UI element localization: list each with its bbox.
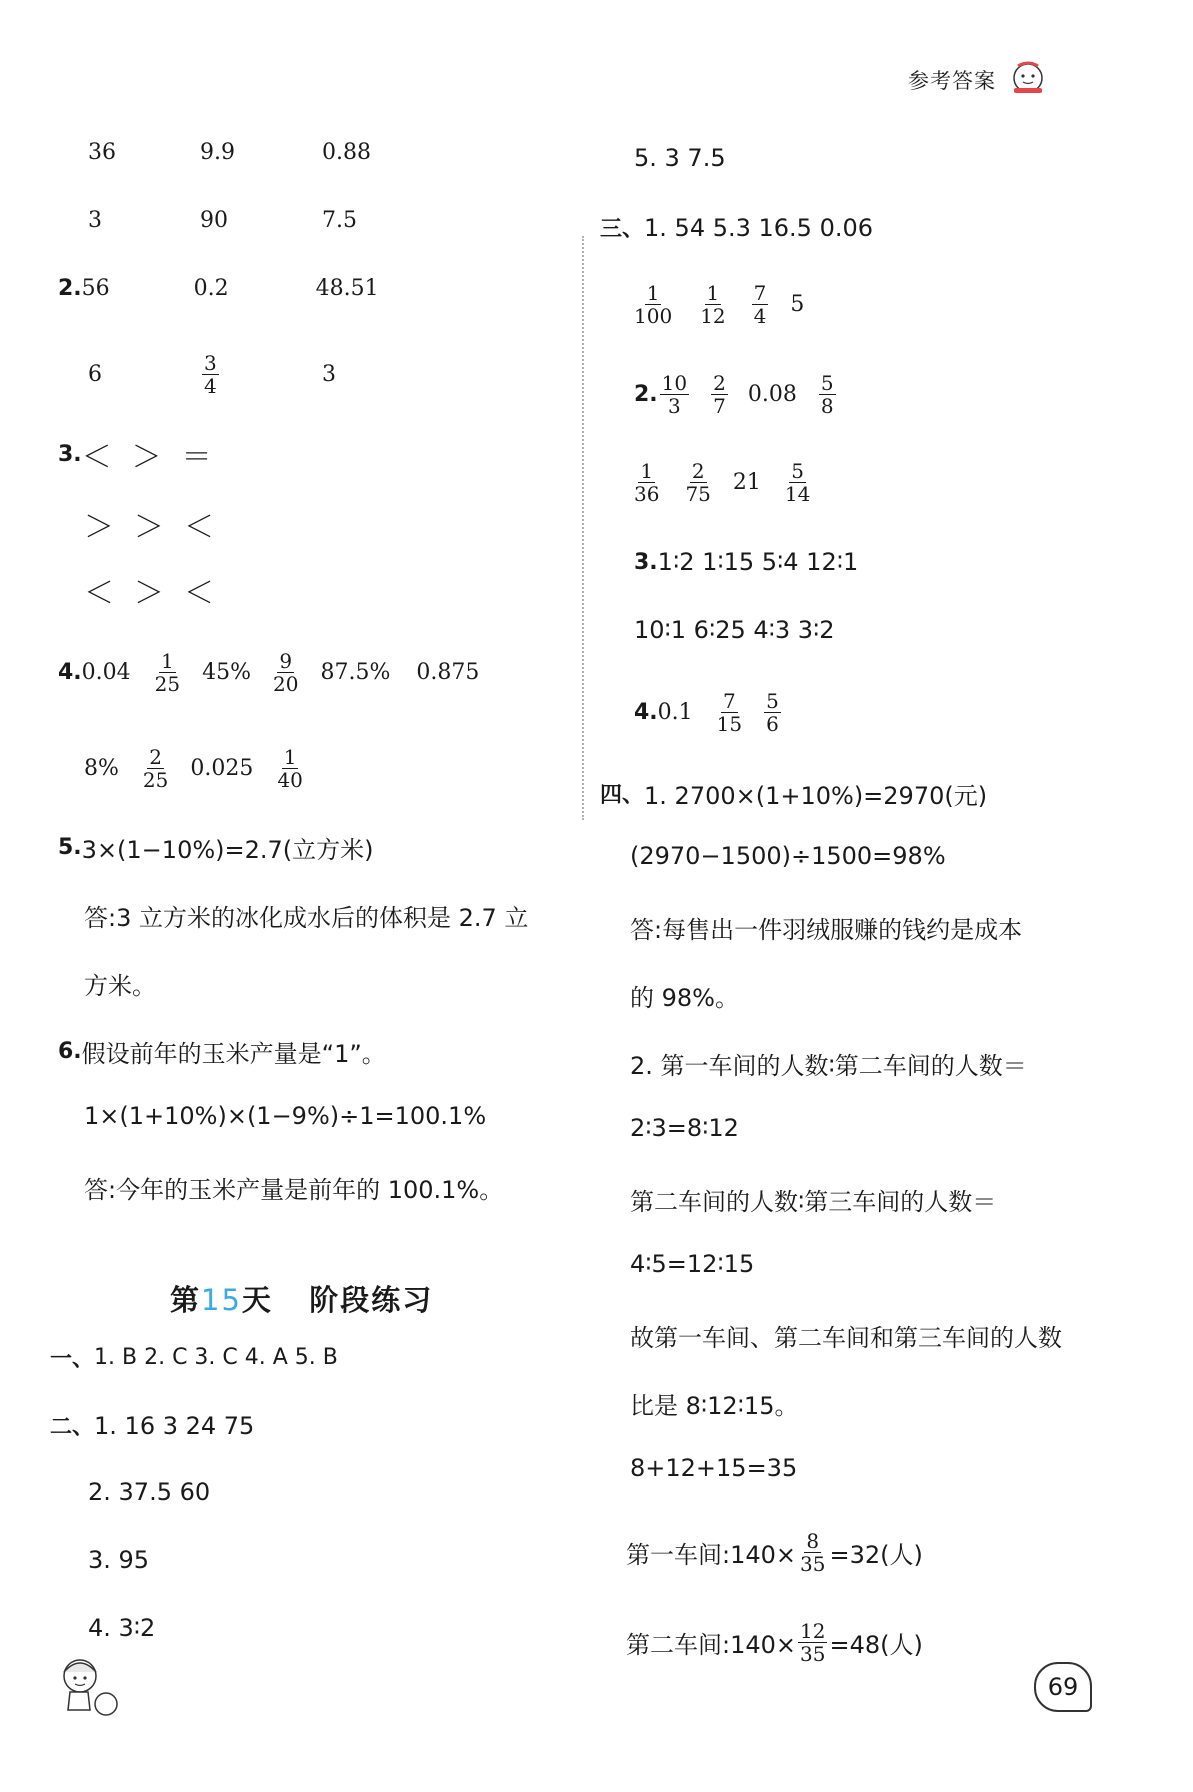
snowman-mascot-icon <box>1008 60 1048 100</box>
fraction: $\frac{3}{4}$ <box>204 351 217 398</box>
row-4: 6 $\frac{3}{4}$ 3 <box>88 351 336 398</box>
part-4: 四、 1. 2700×(1+10%)=2970(元) <box>600 782 988 810</box>
question-3: 3. ＜ ＞ ＝ <box>58 440 212 475</box>
part-4-line-5: 2. 第一车间的人数∶第二车间的人数＝ <box>630 1052 1027 1080</box>
part-1: 一、 1. B 2. C 3. C 4. A 5. B <box>50 1345 338 1372</box>
part-4-calc-1: 第一车间:140× $\frac{8}{35}$ =32(人) <box>626 1529 923 1576</box>
part-4-line-8: 4∶5=12∶15 <box>630 1250 755 1278</box>
part-3-q3: 3. 1∶2 1∶15 5∶4 12∶1 <box>634 548 859 576</box>
part-4-line-9: 故第一车间、第二车间和第三车间的人数 <box>630 1324 1062 1352</box>
question-6-equation: 1×(1+10%)×(1−9%)÷1=100.1% <box>84 1102 487 1130</box>
part-2-q3: 3. 95 <box>88 1546 150 1574</box>
question-2: 2. 56 0.2 48.51 <box>58 276 379 301</box>
part-3-q2: 2. $\frac{10}{3}$ $\frac{2}{7}$ 0.08 $\frac{5}{8}$ <box>634 371 834 418</box>
question-4: 4. 0.04 $\frac{1}{25}$ 45% $\frac{9}{20}$ 87.5% 0.875 <box>58 649 480 696</box>
part-4-calc-2: 第二车间:140× $\frac{12}{35}$ =48(人) <box>626 1619 923 1666</box>
page-header <box>908 60 1048 100</box>
part-4-line-4: 的 98%。 <box>630 984 739 1012</box>
part-4-line-3: 答:每售出一件羽绒服赚的钱约是成本 <box>630 916 1023 944</box>
fraction-row-1: $\frac{1}{100}$ $\frac{1}{12}$ $\frac{7}{4}$ 5 <box>634 281 805 328</box>
question-6: 6. 假设前年的玉米产量是“1”。 <box>58 1039 386 1068</box>
part-4-line-6: 2∶3=8∶12 <box>630 1114 739 1142</box>
part-4-line-2: (2970−1500)÷1500=98% <box>630 842 946 870</box>
row-2: 3 90 7.5 <box>88 208 357 233</box>
header-title: 参考答案 <box>908 69 996 93</box>
part-3: 三、 1. 54 5.3 16.5 0.06 <box>600 213 874 242</box>
part-3-q4: 4. 0.1 $\frac{7}{15}$ $\frac{5}{6}$ <box>634 689 779 736</box>
right-row-1: 5. 3 7.5 <box>634 144 726 172</box>
part-4-line-7: 第二车间的人数∶第三车间的人数＝ <box>630 1188 997 1216</box>
answer-5-line-1: 答:3 立方米的冰化成水后的体积是 2.7 立 <box>84 904 529 932</box>
comparison-row-2: ＞ ＞ ＜ <box>84 510 214 545</box>
column-divider <box>582 236 584 820</box>
answer-6: 答:今年的玉米产量是前年的 100.1%。 <box>84 1176 504 1204</box>
part-2-q4: 4. 3∶2 <box>88 1614 156 1642</box>
comparison-row-3: ＜ ＞ ＜ <box>84 576 214 611</box>
question-4-row-2: 8% $\frac{2}{25}$ 0.025 $\frac{1}{40}$ <box>84 745 303 792</box>
part-4-line-10: 比是 8∶12∶15。 <box>630 1392 799 1420</box>
child-mascot-icon <box>56 1652 120 1718</box>
part-2: 二、 1. 16 3 24 75 <box>50 1411 255 1440</box>
page-number: 69 <box>1034 1662 1092 1712</box>
part-4-line-11: 8+12+15=35 <box>630 1454 798 1482</box>
answer-5-line-2: 方米。 <box>84 972 156 1000</box>
part-2-q2: 2. 37.5 60 <box>88 1478 211 1506</box>
row-1: 36 9.9 0.88 <box>88 140 371 165</box>
fraction-row-2: $\frac{1}{36}$ $\frac{2}{75}$ 21 $\frac{5}{14}$ <box>634 459 811 506</box>
section-title: 第15天 阶段练习 <box>170 1283 434 1317</box>
question-5: 5. 3×(1−10%)=2.7(立方米) <box>58 835 374 864</box>
part-3-q3-row-2: 10∶1 6∶25 4∶3 3∶2 <box>634 616 835 644</box>
